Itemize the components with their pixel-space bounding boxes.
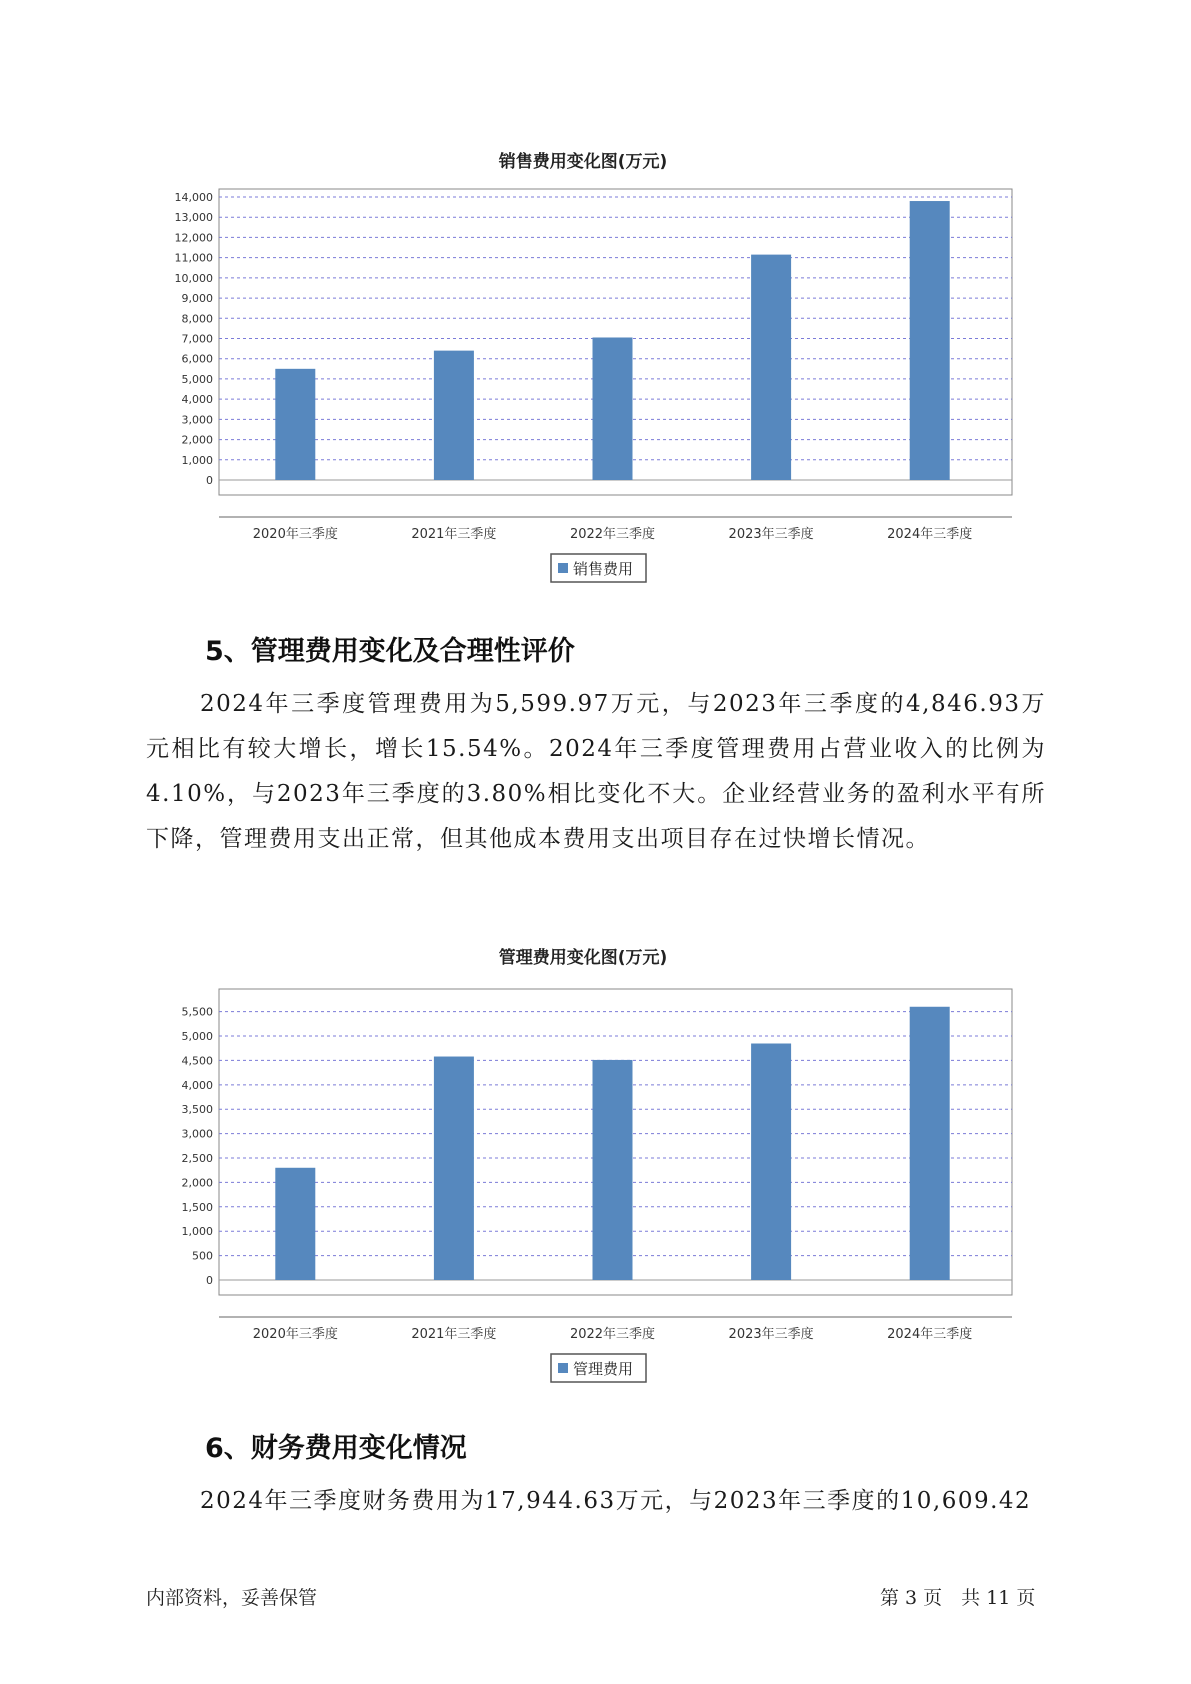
- legend: [551, 1354, 646, 1382]
- admin-expense-chart-svg: [0, 940, 1191, 1400]
- y-tick-label: 4,500: [181, 1054, 213, 1068]
- legend-label: 管理费用: [573, 1360, 634, 1378]
- y-tick-label: 10,000: [174, 271, 213, 285]
- y-tick-label: 1,000: [181, 1225, 213, 1239]
- bar: [751, 255, 791, 480]
- y-tick-label: 2,500: [181, 1152, 213, 1166]
- y-tick-label: 1,000: [181, 453, 213, 467]
- chart-title: 销售费用变化图(万元): [498, 152, 668, 172]
- x-tick-label: 2021年三季度: [411, 1327, 497, 1342]
- section-6-heading: 6、财务费用变化情况: [205, 1433, 467, 1464]
- y-tick-label: 5,500: [181, 1005, 213, 1019]
- y-tick-label: 7,000: [181, 332, 213, 346]
- x-tick-label: 2022年三季度: [569, 527, 656, 542]
- bar: [275, 369, 315, 480]
- y-tick-label: 9,000: [181, 292, 213, 306]
- y-tick-label: 2,000: [181, 1176, 213, 1190]
- y-tick-label: 12,000: [174, 231, 213, 245]
- x-tick-label: 2023年三季度: [728, 527, 814, 542]
- y-tick-label: 3,000: [181, 413, 213, 427]
- bar: [275, 1168, 315, 1280]
- x-tick-label: 2023年三季度: [728, 1327, 814, 1342]
- bar: [910, 201, 950, 480]
- x-tick-label: 2020年三季度: [252, 1327, 338, 1342]
- y-tick-label: 1,500: [181, 1200, 213, 1214]
- y-tick-label: 2,000: [181, 433, 213, 447]
- x-tick-label: 2020年三季度: [252, 527, 338, 542]
- y-tick-label: 4,000: [181, 1078, 213, 1092]
- bar: [434, 1057, 474, 1280]
- y-tick-label: 3,000: [181, 1127, 213, 1141]
- bar: [910, 1007, 950, 1280]
- legend: [551, 554, 646, 582]
- section-6-paragraph: 2024年三季度财务费用为17,944.63万元，与2023年三季度的10,609.42: [200, 1488, 1032, 1514]
- sales-expense-chart-svg: [0, 140, 1191, 600]
- section-5-paragraph: 2024年三季度管理费用为5,599.97万元，与2023年三季度的4,846.93万元相比有较大增长，增长15.54%。2024年三季度管理费用占营业收入的比例为4.10%，与2023年三季度的3.80%相比变化不大。企业经营业务的盈利水平有所下降，管理费用支出正常，但其他成本费用支出项目存在过快增长情况。: [146, 691, 1046, 852]
- y-tick-label: 13,000: [174, 211, 213, 225]
- bar: [593, 1060, 633, 1280]
- bar: [593, 337, 633, 480]
- admin-expense-chart: [0, 940, 1191, 1400]
- y-tick-label: 14,000: [174, 191, 213, 204]
- y-tick-label: 11,000: [174, 251, 213, 265]
- chart-title: 管理费用变化图(万元): [498, 948, 668, 968]
- x-tick-label: 2024年三季度: [887, 527, 973, 542]
- y-tick-label: 5,000: [181, 1030, 213, 1044]
- y-tick-label: 0: [206, 474, 213, 487]
- y-tick-label: 4,000: [181, 393, 213, 407]
- x-tick-label: 2024年三季度: [887, 1327, 973, 1342]
- legend-swatch: [558, 563, 568, 573]
- y-tick-label: 3,500: [181, 1103, 213, 1117]
- y-tick-label: 500: [192, 1249, 213, 1263]
- x-tick-label: 2022年三季度: [569, 1327, 656, 1342]
- bar: [434, 351, 474, 480]
- legend-label: 销售费用: [573, 560, 634, 578]
- y-tick-label: 6,000: [181, 352, 213, 366]
- y-tick-label: 8,000: [181, 312, 213, 326]
- x-tick-label: 2021年三季度: [411, 527, 497, 542]
- footer-confidential-note: 内部资料，妥善保管: [146, 1587, 318, 1609]
- legend-swatch: [558, 1363, 568, 1373]
- section-5-heading: 5、管理费用变化及合理性评价: [205, 636, 575, 667]
- bar: [751, 1044, 791, 1280]
- y-tick-label: 5,000: [181, 372, 213, 386]
- sales-expense-chart: [0, 140, 1191, 600]
- footer-page-number: 第 3 页 共 11 页: [880, 1587, 1036, 1609]
- y-tick-label: 0: [206, 1274, 213, 1287]
